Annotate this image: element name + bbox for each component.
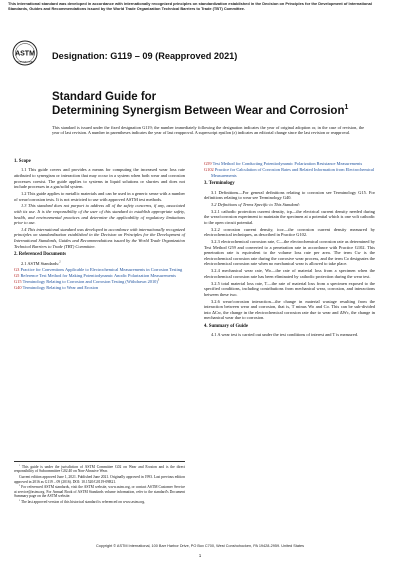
reference-g59[interactable] [204, 161, 375, 167]
section-heading-summary: 4. Summary of Guide [204, 323, 248, 329]
ref-code[interactable]: G3 [14, 267, 20, 273]
footnotes [14, 461, 185, 506]
tbt-banner: This international standard was developed in accordance with internationally recognized principles on standardization established in the Decision on Principles for the Development of International Standards, Guides and Recommendations issued by the World Trade Organization Technical Barriers to Trade (TBT) Committee. [8, 1, 372, 11]
ref-desc[interactable]: Practice for Conventions Applicable to Electrochemical Measurements in Corrosion Testing [20, 267, 183, 273]
reference-g3[interactable] [14, 267, 185, 273]
paragraph-1-4: 1.4 This international standard was developed in accordance with internationally recognized principles on standardization established in the Decision on Principles for the Development of International Standards, Guides and Recommendations issued by the World Trade Organization Technical Barriers to Trade (TBT) Committee. [14, 226, 185, 249]
paragraph-1-1: 1.1 This guide covers and provides a means for computing the increased wear loss rate attributed to synergism or interaction that may occur in a system when both wear and corrosion processes coexist. The guide applies to systems in liquid solutions or slurries and does not include processes in a gas/solid system. [14, 167, 185, 190]
paragraph-3-2: 3.2 Definitions of Terms Specific to This Standard: [211, 201, 300, 207]
paragraph-3-2-6: 3.2.6 wear/corrosion interaction—the change in material wastage resulting from the interaction between wear and corrosion, that is, T minus Wo and Co. This can be sub-divided into ΔCw, the change in the electrochemical corrosion rate due to wear and ΔWc, the change in mechanical wear due to corrosion. [204, 298, 375, 321]
footnote-3-text: The last approved version of this historical standard is referenced on www.astm.org. [20, 500, 146, 505]
page-number: 1 [198, 553, 202, 558]
footnote-1-edition: Current edition approved June 1, 2021. Published June 2021. Originally approved in 1993. Last previous edition approved in 2016 as G119 – 09 (2016). DOI: 10.1520/G0119-09R21. [14, 475, 185, 484]
paragraph-3-2-3: 3.2.3 electrochemical corrosion rate, C—the electrochemical corrosion rate as determined by Test Method G59 and converted to a penetration rate in accordance with Practice G102. This penetration rate is equivalent to the volume loss rate per area. The term Cw is the electrochemical corrosion rate during the corrosive wear process, and the term Co designates the electrochemical corrosion rate when no mechanical wear is allowed to take place. [204, 239, 375, 267]
designation: Designation: G119 – 09 (Reapproved 2021) [52, 51, 238, 61]
footnote-2 [14, 485, 185, 498]
right-column [204, 161, 375, 339]
title-line-2 [52, 105, 382, 119]
ref-code[interactable]: G5 [14, 273, 20, 279]
footnote-1-text: This guide is under the jurisdiction of ASTM Committee G02 on Wear and Erosion and is the direct responsibility of Subcommittee G02.40 on Non-Abrasive Wear. [14, 465, 185, 474]
ref-code[interactable]: G59 [204, 161, 212, 166]
footnote-2-mark: 2 [19, 485, 21, 488]
paragraph-2-1 [14, 261, 185, 267]
reference-g102[interactable] [204, 167, 375, 178]
title-line-1: Standard Guide for [52, 91, 157, 103]
paragraph-1-3: 1.3 This standard does not purport to address all of the safety concerns, if any, associated with its use. It is the responsibility of the user of this standard to establish appropriate safety, health, and environmental practices and determine the applicability of regulatory limitations prior to use. [14, 203, 185, 226]
ref-desc[interactable]: Terminology Relating to Wear and Erosion [22, 285, 99, 291]
left-column [14, 156, 185, 291]
section-heading-referenced-documents: 2. Referenced Documents [14, 252, 66, 258]
footnote-1-mark: 1 [19, 464, 21, 467]
title-footnote-mark: 1 [344, 103, 349, 111]
paragraph-4-1: 4.1 A wear test is carried out under the test conditions of interest and T is measured. [211, 332, 359, 338]
paragraph-3-2-4: 3.2.4 mechanical wear rate, Wo—the rate of material loss from a specimen when the electrochemical corrosion rate has been eliminated by cathodic protection during the wear test. [204, 268, 375, 279]
footnote-mark-3: 3 [157, 278, 160, 282]
copyright-line: Copyright © ASTM International, 100 Barr Harbor Drive, PO Box C700, West Conshohocken, PA 19428-2959. United States [95, 544, 304, 548]
ref-code[interactable]: G15 [14, 279, 22, 285]
svg-text:ASTM: ASTM [15, 50, 35, 58]
section-heading-terminology: 3. Terminology [204, 181, 235, 187]
standard-note: This standard is issued under the fixed designation G119; the number immediately following the designation indicates the year of original adoption or, in the case of revision, the year of last revision. A number in parentheses indicates the year of last reapproval. A superscript epsilon (ε) indicates an editorial change since the last revision or reapproval. [52, 125, 364, 136]
reference-g40[interactable] [14, 285, 185, 291]
reference-g15[interactable] [14, 279, 185, 285]
ref-desc[interactable]: Terminology Relating to Corrosion and Corrosion Testing (Withdrawn 2010) [22, 279, 158, 285]
astm-logo [12, 40, 38, 66]
logo-text: INTERNATIONAL [16, 61, 34, 64]
ref-desc[interactable]: Practice for Calculation of Corrosion Rates and Related Information from Electrochemical Measurements [211, 166, 375, 178]
footnote-1 [14, 465, 185, 474]
paragraph-3-1: 3.1 Definitions—For general definitions relating to corrosion see Terminology G15. For definitions relating to wear see Terminology G40. [204, 189, 375, 201]
ref-code[interactable]: G40 [14, 285, 22, 291]
footnote-3-mark: 3 [19, 499, 21, 502]
paragraph-1-2: 1.2 This guide applies to metallic materials and can be used in a generic sense with a number of wear/corrosion tests. It is not restricted to use with approved ASTM test methods. [14, 190, 185, 202]
paragraph-3-2-5: 3.2.5 total material loss rate, T—the rate of material loss from a specimen exposed to the specified conditions, including contributions from mechanical wear, corrosion, and interactions between these two. [204, 280, 375, 297]
paragraph-2-1-text: 2.1 ASTM Standards: [21, 260, 60, 266]
paragraph-3-2-1: 3.2.1 cathodic protection current density, icp—the electrical current density needed during the wear/corrosion experiment to maintain the specimen at a potential which is one volt cathodic to the open circuit potential. [204, 208, 375, 225]
ref-code[interactable]: G102 [204, 166, 214, 172]
document-title [52, 91, 382, 118]
paragraph-3-2-2: 3.2.2 corrosion current density, icor—the corrosion current density measured by electrochemical techniques, as described in Practice G102. [204, 226, 375, 238]
footnote-2-text: For referenced ASTM standards, visit the ASTM website, www.astm.org, or contact ASTM Customer Service at service@astm.org. For Annual Book of ASTM Standards volume information, refer to the standard's Document Summary page on the ASTM website. [14, 485, 186, 499]
title-line-2-text: Determining Synergism Between Wear and Corrosion [52, 104, 345, 117]
footnote-3 [14, 500, 185, 504]
section-heading-scope: 1. Scope [14, 159, 31, 164]
ref-desc[interactable]: Test Method for Conducting Potentiodynamic Polarization Resistance Measurements [212, 161, 363, 166]
footnote-mark-2: 2 [59, 260, 61, 264]
ref-desc[interactable]: Reference Test Method for Making Potentiodynamic Anodic Polarization Measurements [20, 273, 176, 279]
